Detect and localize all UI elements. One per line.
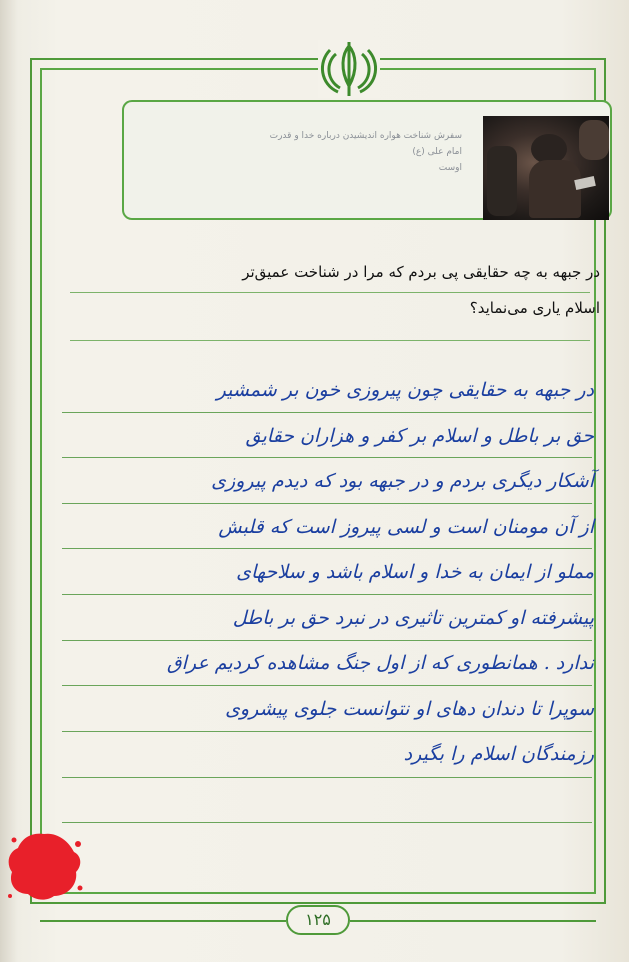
ruled-line — [70, 340, 590, 341]
answer-line: پیشرفته او کمترین تاثیری در نبرد حق بر باطل — [232, 606, 594, 629]
question-text — [242, 254, 600, 326]
answer-line: مملو از ایمان به خدا و اسلام باشد و سلاحهای — [236, 561, 594, 583]
answer-line: ندارد . همانطوری که از اول جنگ مشاهده کردیم عراق — [166, 652, 594, 674]
ruled-line — [70, 292, 590, 293]
answer-line: از آن مومنان است و لسی پیروز است که قلبش — [218, 515, 594, 538]
ruled-line — [62, 822, 592, 823]
footer-rule — [40, 920, 286, 922]
answer-line: آشکار دیگری بردم و در جبهه بود که دیدم پیروزی — [211, 470, 594, 492]
answer-line: سوپرا تا دندان دهای او نتوانست جلوی پیشروی — [225, 697, 594, 720]
answer-line: حق بر باطل و اسلام بر کفر و هزاران حقایق — [245, 424, 594, 447]
quote-line: اوست — [438, 163, 462, 173]
footer-rule — [350, 920, 596, 922]
quote-text — [142, 128, 462, 176]
question-line: اسلام یاری می‌نماید؟ — [469, 299, 600, 317]
red-ink-stamp-icon — [4, 826, 84, 904]
question-line: در جبهه به چه حقایقی پی بردم که مرا در شناخت عمیق‌تر — [242, 263, 600, 281]
quote-attribution: امام علی (ع) — [412, 147, 462, 157]
handwritten-answer — [64, 368, 594, 778]
page-number: ۱۲۵ — [286, 905, 350, 935]
quote-line: سفرش شناخت هواره اندیشیدن درباره خدا و قدرت — [269, 131, 462, 141]
soldiers-photo — [483, 116, 609, 220]
answer-line: در جبهه به حقایقی چون پیروزی خون بر شمشیر — [216, 379, 594, 401]
iran-emblem-icon — [318, 40, 380, 98]
answer-line: رزمندگان اسلام را بگیرد — [403, 743, 594, 765]
